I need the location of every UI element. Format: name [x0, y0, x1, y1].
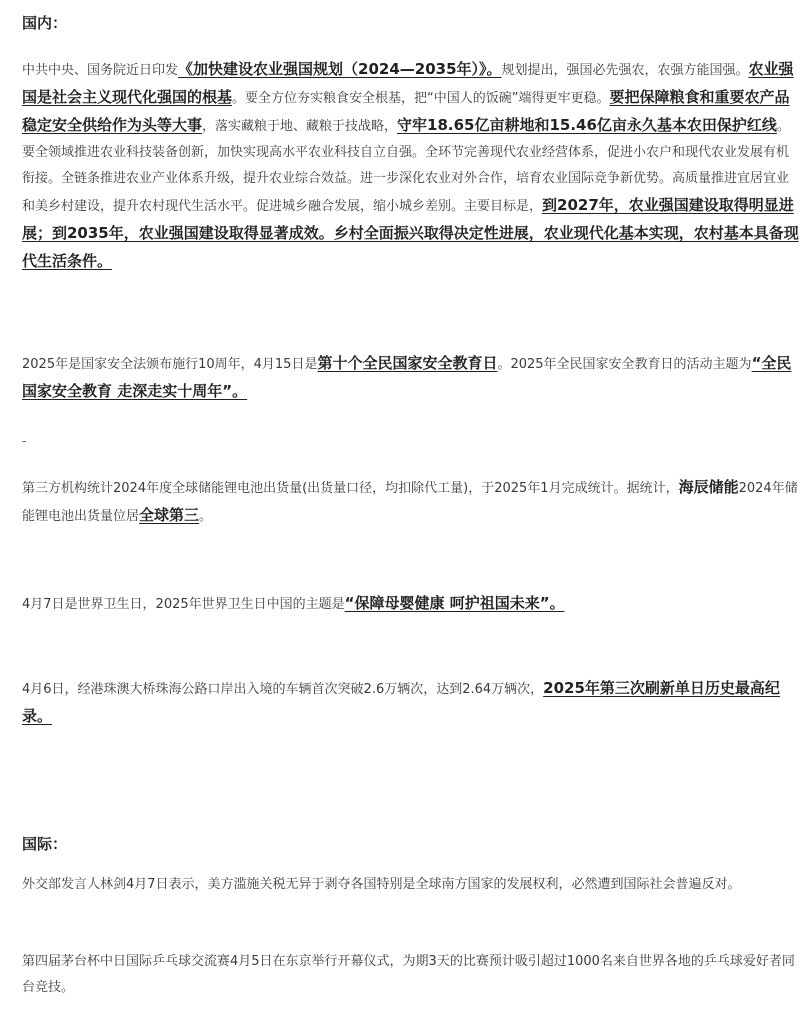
- agri-paragraph: [22, 56, 800, 276]
- agri-text-1: 中共中央、国务院近日印发: [22, 63, 179, 78]
- agri-highlight-goals: 到2027年，农业强国建设取得明显进展；到2035年，农业强国建设取得显著成效。乡村全面振兴取得决定性进展，农业现代化基本实现，农村基本具备现代生活条件。: [22, 196, 799, 270]
- battery-text-3: 2024年储能锂电池出货量位居: [22, 481, 798, 524]
- agri-text-7: ，落实藏粮于地、藏粮于技战略，: [202, 119, 398, 134]
- security-day-highlight: 第十个全民国家安全教育日: [317, 354, 498, 372]
- agri-plan-title: 《加快建设农业强国规划（2024—2035年）》。: [178, 60, 502, 78]
- security-theme-highlight: “全民国家安全教育 走深走实十周年”。: [22, 354, 792, 400]
- domestic-heading: 国内：: [22, 14, 68, 32]
- health-text-1: 4月7日是世界卫生日，2025年世界卫生日中国的主题是: [22, 597, 345, 612]
- health-paragraph: [22, 590, 800, 618]
- pingpong-paragraph: 第四届茅台杯中日国际乒乓球交流赛4月5日在东京举行开幕仪式，为期3天的比赛预计吸引超过1000名来自世界各地的乒乓球爱好者同台竞技。: [22, 954, 795, 995]
- agri-highlight-redline: 守牢18.65亿亩耕地和15.46亿亩永久基本农田保护红线: [397, 116, 777, 134]
- agri-text-3: 规划提出，强国必先强农，农强方能国强。: [501, 63, 749, 78]
- security-text-1: 2025年是国家安全法颁布施行10周年，4月15日是: [22, 357, 318, 372]
- security-text-3: 。2025年全民国家安全教育日的活动主题为: [497, 357, 752, 372]
- separator-dash: -: [22, 434, 27, 448]
- battery-company: 海辰储能: [678, 478, 739, 496]
- security-paragraph: [22, 350, 800, 406]
- agri-highlight-foundation: 农业强国是社会主义现代化强国的根基: [22, 60, 794, 106]
- tariff-paragraph: 外交部发言人林剑4月7日表示，美方滥施关税无异于剥夺各国特别是全球南方国家的发展权利，必然遭到国际社会普遍反对。: [22, 877, 741, 892]
- bridge-text-1: 4月6日，经港珠澳大桥珠海公路口岸出入境的车辆首次突破2.6万辆次，达到2.64万辆次，: [22, 682, 544, 697]
- international-heading: 国际：: [22, 835, 68, 853]
- battery-text-5: 。: [199, 509, 213, 524]
- agri-highlight-supply: 要把保障粮食和重要农产品稳定安全供给作为头等大事: [22, 88, 790, 134]
- bridge-paragraph: [22, 675, 800, 731]
- agri-text-5: 。要全方位夯实粮食安全根基，把“中国人的饭碗”端得更牢更稳。: [232, 91, 610, 106]
- agri-text-9: 。要全领域推进农业科技装备创新，加快实现高水平农业科技自立自强。全环节完善现代农业经营体系，促进小农户和现代农业发展有机衔接。全链条推进农业产业体系升级，提升农业综合效益。进一步深化农业对外合作，培育农业国际竞争新优势。高质量推进宜居宜业和美乡村建设，提升农村现代生活水平。促进城乡融合发展，缩小城乡差别。主要目标是，: [22, 119, 790, 214]
- battery-text-1: 第三方机构统计2024年度全球储能锂电池出货量(出货量口径，均扣除代工量)，于2025年1月完成统计。据统计，: [22, 481, 679, 496]
- health-theme-highlight: “保障母婴健康 呵护祖国未来”。: [344, 594, 565, 612]
- battery-paragraph: [22, 474, 800, 530]
- battery-rank-highlight: 全球第三: [139, 506, 200, 524]
- bridge-record-highlight: 2025年第三次刷新单日历史最高纪录。: [22, 679, 780, 725]
